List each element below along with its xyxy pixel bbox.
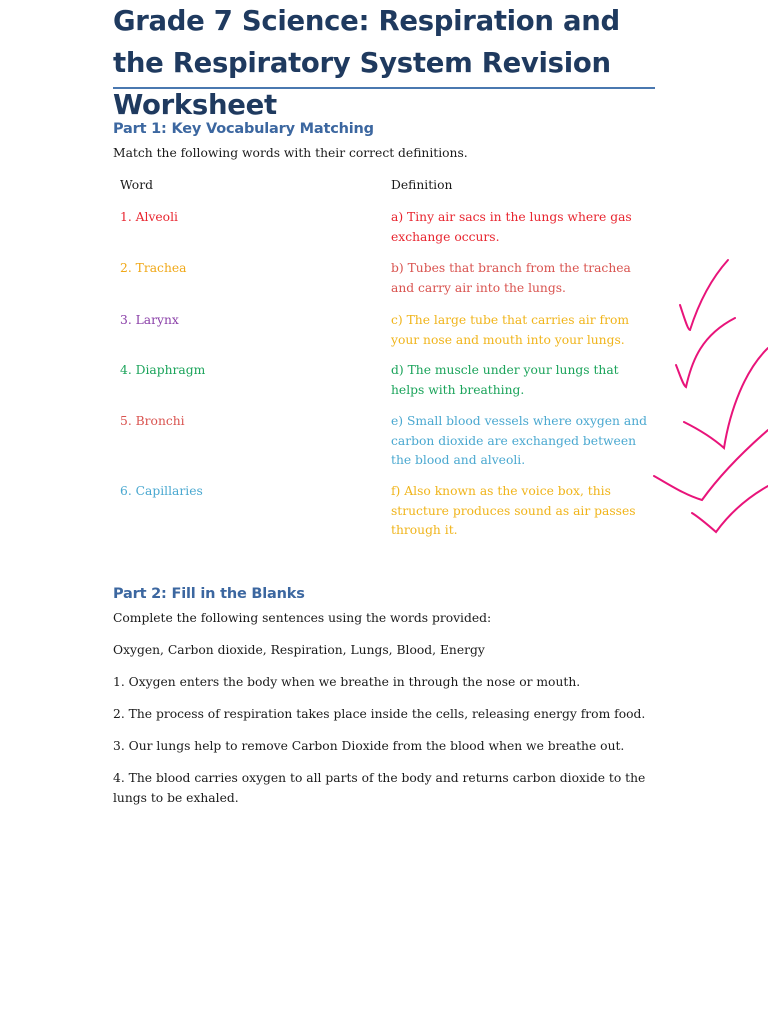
definition-item: e) Small blood vessels where oxygen and carbon dioxide are exchanged between the blood and alveoli. [391,414,648,467]
title-underline [113,87,655,89]
check-mark [692,486,768,532]
definition-item: f) Also known as the voice box, this structure produces sound as air passes through it. [391,484,636,537]
column-header-word: Word [120,178,153,192]
part1-instruction: Match the following words with their correct definitions. [113,146,468,160]
word-item: 1. Alveoli [120,210,178,224]
word-item: 3. Larynx [120,313,179,327]
part2-instruction: Complete the following sentences using the words provided: [113,611,492,625]
word-item: 2. Trachea [120,261,187,275]
word-item: 4. Diaphragm [120,363,206,377]
definition-item: c) The large tube that carries air from your nose and mouth into your lungs. [391,313,630,347]
sentence-item: 3. Our lungs help to remove Carbon Dioxide from the blood when we breathe out. [113,739,625,753]
sentence-item: 1. Oxygen enters the body when we breathe in through the nose or mouth. [113,675,581,689]
handwritten-check-marks [640,250,768,550]
page-title: Grade 7 Science: Respiration and the Respiratory System Revision Worksheet [113,5,620,121]
definition-item: a) Tiny air sacs in the lungs where gas exchange occurs. [391,210,632,244]
sentence-item: 4. The blood carries oxygen to all parts of the body and returns carbon dioxide to the lungs to be exhaled. [113,771,646,805]
sentence-item: 2. The process of respiration takes place inside the cells, releasing energy from food. [113,707,646,721]
part2-heading: Part 2: Fill in the Blanks [113,586,305,602]
word-item: 5. Bronchi [120,414,185,428]
check-mark [680,260,728,330]
check-mark [684,348,768,448]
definition-item: d) The muscle under your lungs that helps with breathing. [391,363,619,397]
check-mark [676,318,735,387]
part1-heading: Part 1: Key Vocabulary Matching [113,121,374,137]
word-bank: Oxygen, Carbon dioxide, Respiration, Lungs, Blood, Energy [113,643,485,657]
check-mark [654,430,768,500]
column-header-definition: Definition [391,178,453,192]
word-item: 6. Capillaries [120,484,203,498]
definition-item: b) Tubes that branch from the trachea and carry air into the lungs. [391,261,631,295]
